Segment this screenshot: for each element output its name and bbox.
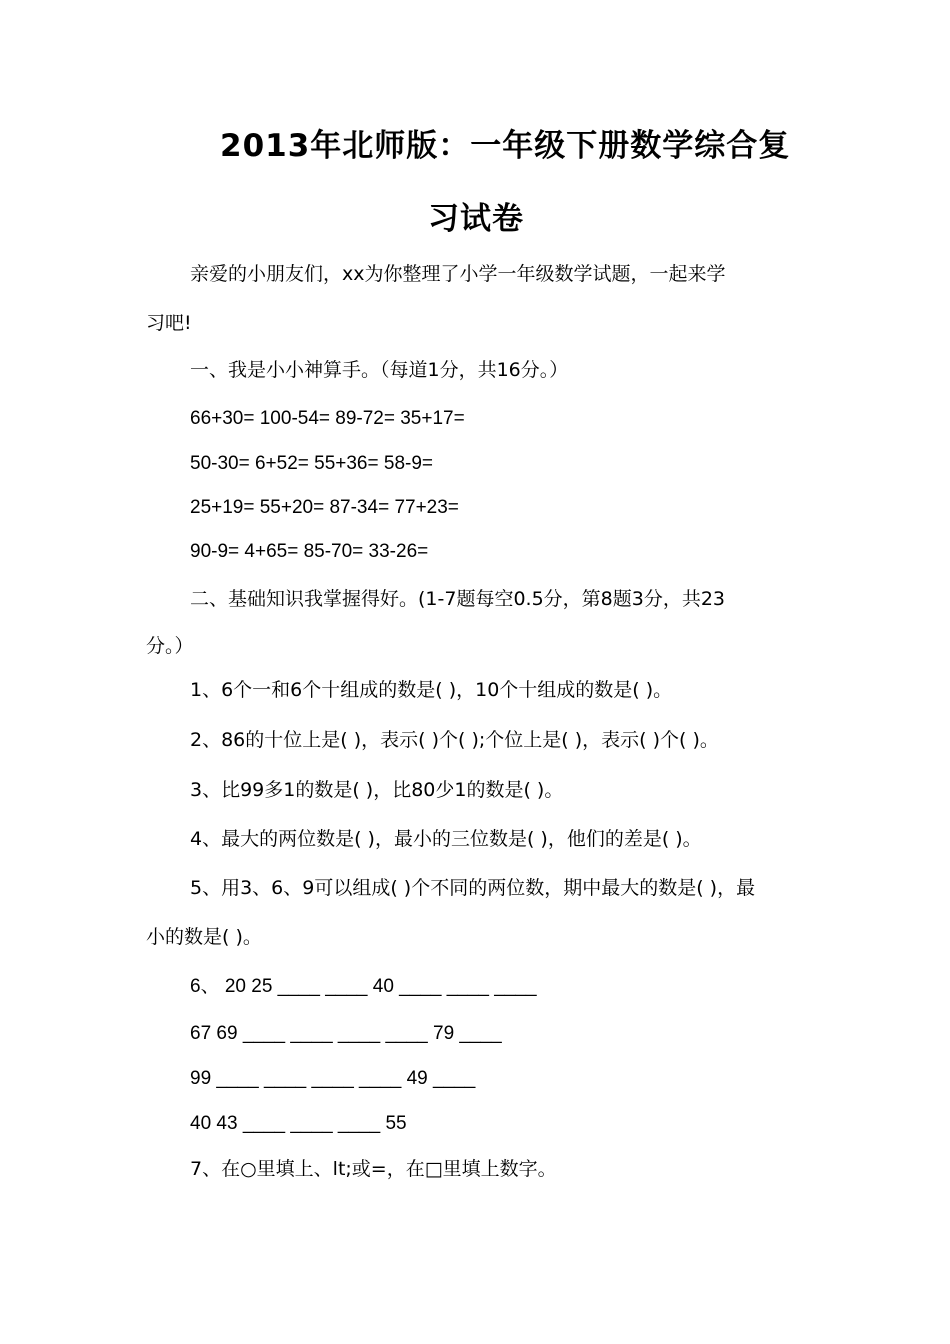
calc-row: 50-30= 6+52= 55+36= 58-9= [190,453,434,474]
sequence-row: 99 ____ ____ ____ ____ 49 ____ [190,1068,476,1089]
document-title-continued: 习试卷 [428,201,524,237]
question-1: 1、6个一和6个十组成的数是( )，10个十组成的数是( )。 [190,679,673,701]
sequence-row: 40 43 ____ ____ ____ 55 [190,1113,407,1134]
intro-paragraph-continued: 习吧! [146,312,192,334]
question-7: 7、在○里填上、lt;或=，在□里填上数字。 [190,1158,557,1180]
section1-heading: 一、我是小小神算手。（每道1分，共16分。） [190,359,569,381]
calc-row: 90-9= 4+65= 85-70= 33-26= [190,541,429,562]
question-2: 2、86的十位上是( )，表示( )个( );个位上是( )，表示( )个( )。 [190,729,719,751]
document-title: 2013年北师版：一年级下册数学综合复 [220,128,791,164]
calc-row: 66+30= 100-54= 89-72= 35+17= [190,408,465,429]
sequence-row: 67 69 ____ ____ ____ ____ 79 ____ [190,1023,502,1044]
calc-row: 25+19= 55+20= 87-34= 77+23= [190,497,459,518]
question-4: 4、最大的两位数是( )，最小的三位数是( )，他们的差是( )。 [190,828,702,850]
sequence-row: 6、 20 25 ____ ____ 40 ____ ____ ____ [190,976,537,997]
question-5: 5、用3、6、9可以组成( )个不同的两位数，期中最大的数是( )，最 [190,877,756,899]
question-3: 3、比99多1的数是( )，比80少1的数是( )。 [190,779,564,801]
question-5-continued: 小的数是( )。 [146,926,262,948]
intro-paragraph: 亲爱的小朋友们，xx为你整理了小学一年级数学试题，一起来学 [190,263,726,285]
section2-heading-continued: 分。） [146,635,194,657]
section2-heading: 二、基础知识我掌握得好。(1-7题每空0.5分，第8题3分，共23 [190,588,726,610]
